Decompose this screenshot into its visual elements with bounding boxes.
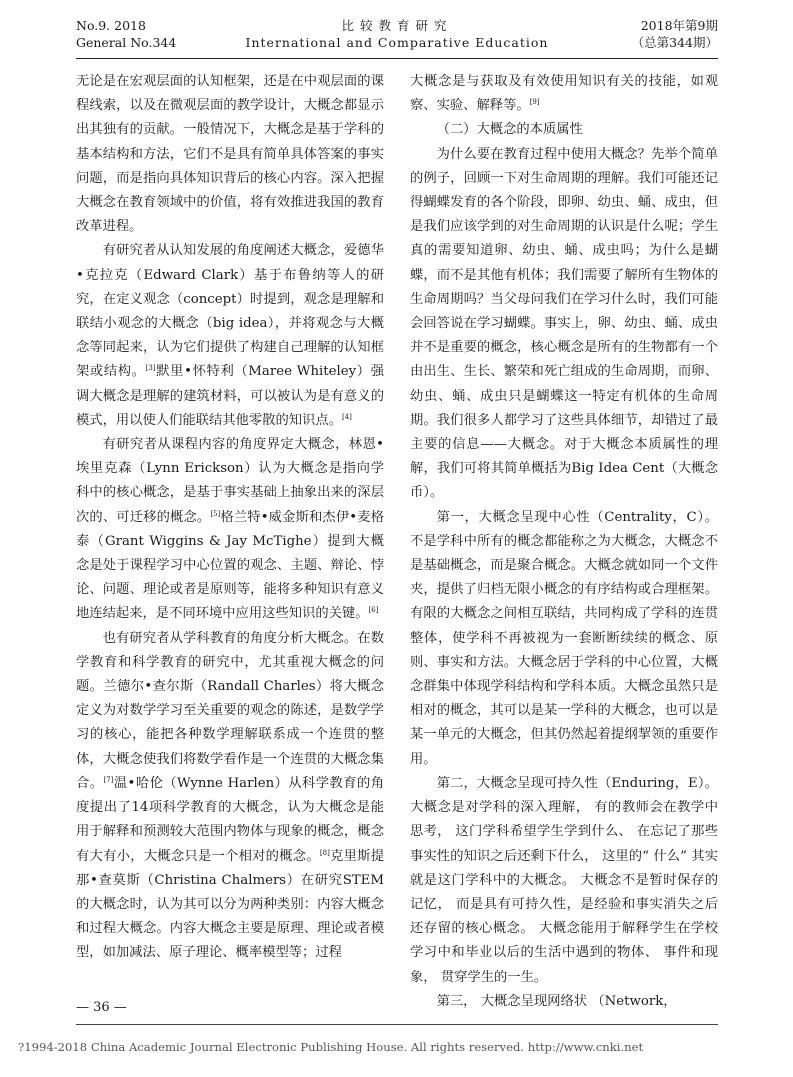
paragraph <box>76 70 384 239</box>
general-number: General No.344 <box>76 35 177 50</box>
paragraph <box>76 433 384 627</box>
section-heading-text: （二）大概念的本质属性 <box>436 122 583 138</box>
paragraph-text: 温•哈伦（Wynne Harlen）从科学教育的角度提出了14项科学教育的大概念，认为大概念是能用于解释和预测较大范围内物体与现象的概念，概念有大有小，大概念只是一个相对的概念。 <box>76 775 384 864</box>
citation: [7] <box>103 775 114 784</box>
paragraph <box>410 506 718 772</box>
journal-title-en: International and Comparative Education <box>245 35 549 50</box>
citation: [4] <box>341 412 352 421</box>
paragraph <box>76 627 384 966</box>
paragraph-text: 也有研究者从学科教育的角度分析大概念。在数学教育和科学教育的研究中，尤其重视大概念的问题。兰德尔•查尔斯（Randall Charles）将大概念定义为对数学学习至关重要的观念的陈述，是数学学习的核心，能把各种数学理解联系成一个连贯的整体，大概念使我们将数学看作是一个连贯的大概念集合。 <box>76 630 384 791</box>
paragraph-text: 默里•怀特利（Maree Whiteley）强调大概念是理解的建筑材料，可以被认为是有意义的模式，用以使人们能联结其他零散的知识点。 <box>76 364 384 428</box>
citation: [3] <box>145 364 156 373</box>
issue-year-cn: 2018年第9期 <box>640 18 718 33</box>
paragraph-text: 无论是在宏观层面的认知框架，还是在中观层面的课程线索，以及在微观层面的教学设计，大概念都显示出其独有的贡献。一般情况下，大概念是基于学科的基本结构和方法，它们不是具有简单具体答案的事实问题，而是指向具体知识背后的核心内容。深入把握大概念在教育领域中的价值，将有效推进我国的教育改革进程。 <box>76 74 384 235</box>
paragraph-text: 格兰特•威金斯和杰伊•麦格泰（Grant Wiggins & Jay McTighe）提到大概念是处于课程学习中心位置的观念、主题、辩论、悖论、问题、理论或者是原则等，能将多种知识有意义地连结起来，是不同环境中应用这些知识的关键。 <box>76 509 385 622</box>
paragraph-text: 大概念是与获取及有效使用知识有关的技能，如观察、实验、解释等。 <box>410 74 718 114</box>
citation: [6] <box>368 606 379 615</box>
left-column <box>76 70 384 966</box>
journal-title-cn: 比较教育研究 <box>341 18 453 33</box>
paragraph <box>410 990 718 1014</box>
issue-total-cn: （总第344期） <box>631 35 718 50</box>
citation: [8] <box>319 848 330 857</box>
paragraph-text: 第一，大概念呈现中心性（Centrality，C）。不是学科中所有的概念都能称之为大概念，大概念不是基础概念，而是聚合概念。大概念就如同一个文件夹，提供了归档无限小概念的有序结构或合理框架。有限的大概念之间相互联结，共同构成了学科的连贯整体，使学科不再被视为一套断断续续的概念、原则、事实和方法。大概念居于学科的中心位置，大概念群集中体现学科结构和学科本质。大概念虽然只是相对的概念，其可以是某一学科的大概念，也可以是某一单元的大概念，但其仍然起着提纲挈领的重要作用。 <box>410 509 718 767</box>
copyright-footer: ?1994-2018 China Academic Journal Electronic Publishing House. All rights reserved. http://www.cnki.net <box>18 1040 644 1054</box>
issue-number: No.9. 2018 <box>76 18 146 33</box>
paragraph <box>410 143 718 506</box>
paragraph-text: 有研究者从课程内容的角度界定大概念，林恩•埃里克森（Lynn Erickson）认为大概念是指向学科中的核心概念，是基于事实基础上抽象出来的深层次的、可迁移的概念。 <box>76 437 384 525</box>
page-number: — 36 — <box>76 1000 127 1015</box>
journal-issue-cn <box>632 17 718 51</box>
citation: [9] <box>529 98 540 107</box>
paragraph <box>410 70 718 118</box>
paragraph-text: 第三， 大概念呈现网络状 （Network， <box>436 993 677 1009</box>
paragraph-text: 第二，大概念呈现可持久性（Enduring，E）。 大概念是对学科的深入理解， 有的教师会在教学中思考， 这门学科希望学生学到什么、 在忘记了那些事实性的知识之后还剩下什么， 这里的“ 什么” 其实就是这门学科中的大概念。 大概念不是暂时保存的记忆， 而是具有可持久性，是经验和事实消失之后还存留的核心概念。 大概念能用于解释学生在学校学习中和毕业以后的生活中遇到的物体、 事件和现象， 贯穿学生的一生。 <box>410 775 718 985</box>
paragraph <box>76 239 384 433</box>
paragraph <box>410 772 718 990</box>
paragraph-text: 克里斯提那•查莫斯（Christina Chalmers）在研究STEM的大概念时，认为其可以分为两种类别：内容大概念和过程大概念。内容大概念主要是原理、理论或者模型，如加减法、原子理论、概率模型等；过程 <box>76 848 385 961</box>
page-header <box>76 14 718 59</box>
citation: [5] <box>210 509 221 518</box>
footer-divider <box>76 1024 718 1025</box>
section-heading <box>410 118 718 142</box>
right-column <box>410 70 718 1014</box>
paragraph-text: 有研究者从认知发展的角度阐述大概念，爱德华•克拉克（Edward Clark）基于布鲁纳等人的研究，在定义观念（concept）时提到，观念是理解和联结小观念的大概念（big idea），并将观念与大概念等同起来，认为它们提供了构建自己理解的认知框架或结构。 <box>76 243 384 380</box>
journal-title <box>76 17 718 51</box>
paragraph-text: 为什么要在教育过程中使用大概念？先举个简单的例子，回顾一下对生命周期的理解。我们可能还记得蝴蝶发育的各个阶段，即卵、幼虫、蛹、成虫，但是我们应该学到的对生命周期的认识是什么呢；学生真的需要知道卵、幼虫、蛹、成虫吗；为什么是蝴蝶，而不是其他有机体；我们需要了解所有生物体的生命周期吗？当父母问我们在学习什么时，我们可能会回答说在学习蝴蝶。事实上，卵、幼虫、蛹、成虫并不是重要的概念，核心概念是所有的生物都有一个由出生、生长、繁荣和死亡组成的生命周期，而卵、幼虫、蛹、成虫只是蝴蝶这一特定有机体的生命周期。我们很多人都学习了这些具体细节，却错过了最主要的信息——大概念。对于大概念本质属性的理解，我们可将其简单概括为Big Idea Cent（大概念币）。 <box>410 146 718 501</box>
